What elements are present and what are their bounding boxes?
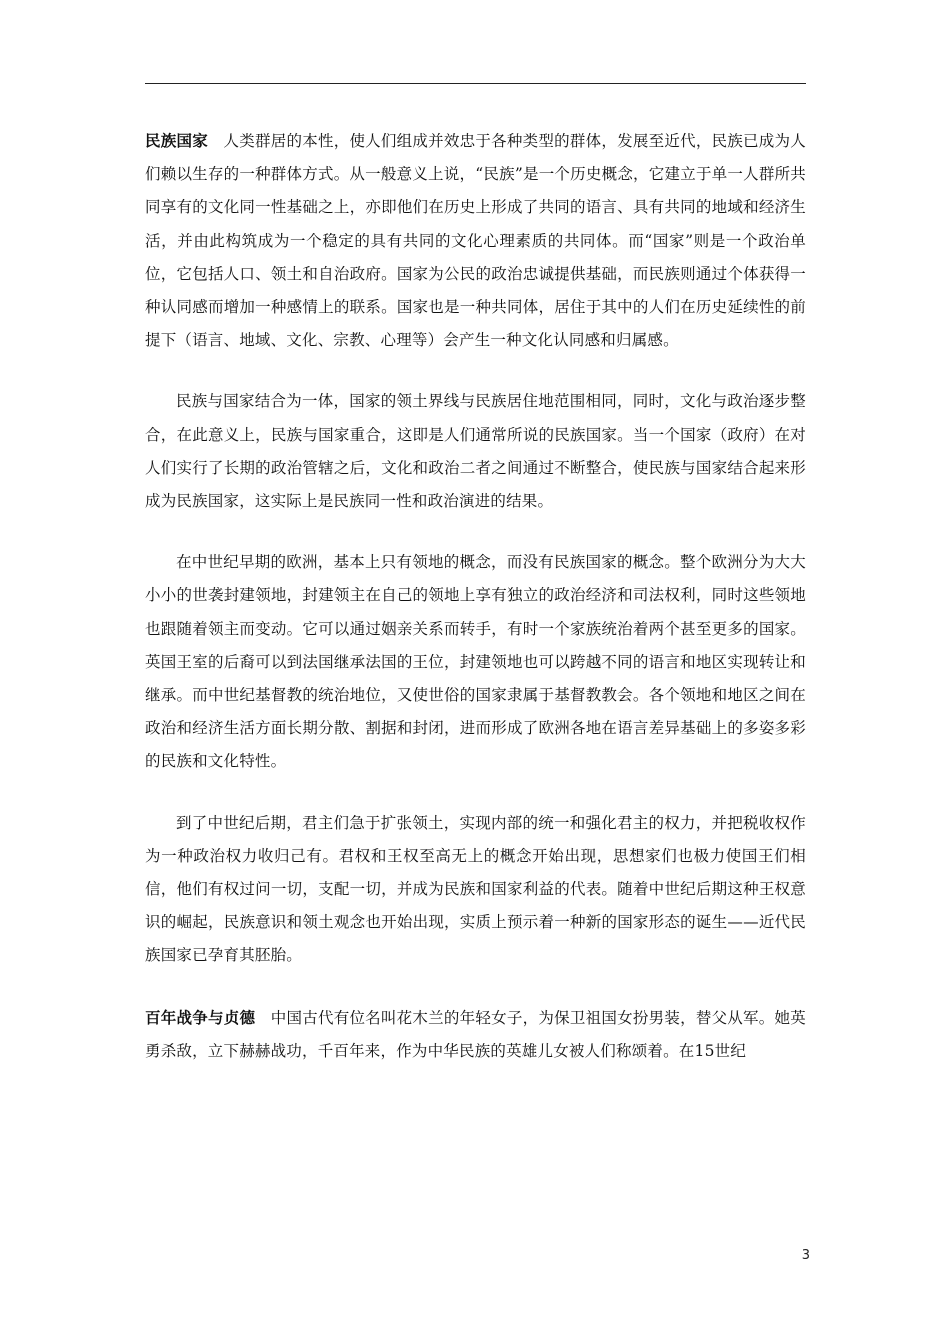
term-heading: 民族国家: [145, 131, 208, 150]
paragraph-text: 中国古代有位名叫花木兰的年轻女子，为保卫祖国女扮男装，替父从军。她英勇杀敌，立下赫赫战功，千百年来，作为中华民族的英雄儿女被人们称颂着。在15世纪: [145, 1008, 806, 1060]
paragraph-text: 人类群居的本性，使人们组成并效忠于各种类型的群体，发展至近代，民族已成为人们赖以生存的一种群体方式。从一般意义上说，“民族”是一个历史概念，它建立于单一人群所共同享有的文化同一性基础之上，亦即他们在历史上形成了共同的语言、具有共同的地域和经济生活，并由此构筑成为一个稳定的具有共同的文化心理素质的共同体。而“国家”则是一个政治单位，它包括人口、领土和自治政府。国家为公民的政治忠诚提供基础，而民族则通过个体获得一种认同感而增加一种感情上的联系。国家也是一种共同体，居住于其中的人们在历史延续性的前提下（语言、地域、文化、宗教、心理等）会产生一种文化认同感和归属感。: [145, 132, 806, 350]
page-number: 3: [801, 1248, 810, 1263]
paragraph-nation-state: [145, 124, 806, 357]
term-heading: 百年战争与贞德: [145, 1007, 256, 1027]
paragraph-late-medieval: 到了中世纪后期，君主们急于扩张领土，实现内部的统一和强化君主的权力，并把税收权作为一种政治权力收归己有。君权和王权至高无上的概念开始出现，思想家们也极力使国王们相信，他们有权过问一切，支配一切，并成为民族和国家利益的代表。随着中世纪后期这种王权意识的崛起，民族意识和领土观念也开始出现，实质上预示着一种新的国家形态的诞生——近代民族国家已孕育其胚胎。: [145, 813, 806, 965]
document-body: [145, 124, 806, 1096]
paragraph-early-medieval-europe: 在中世纪早期的欧洲，基本上只有领地的概念，而没有民族国家的概念。整个欧洲分为大大小小的世袭封建领地，封建领主在自己的领地上享有独立的政治经济和司法权利，同时这些领地也跟随着领主而变动。它可以通过姻亲关系而转手，有时一个家族统治着两个甚至更多的国家。英国王室的后裔可以到法国继承法国的王位，封建领地也可以跨越不同的语言和地区实现转让和继承。而中世纪基督教的统治地位，又使世俗的国家隶属于基督教教会。各个领地和地区之间在政治和经济生活方面长期分散、割据和封闭，进而形成了欧洲各地在语言差异基础上的多姿多彩的民族和文化特性。: [145, 553, 806, 771]
paragraph-nation-and-state: 民族与国家结合为一体，国家的领土界线与民族居住地范围相同，同时，文化与政治逐步整合，在此意义上，民族与国家重合，这即是人们通常所说的民族国家。当一个国家（政府）在对人们实行了长期的政治管辖之后，文化和政治二者之间通过不断整合，使民族与国家结合起来形成为民族国家，这实际上是民族同一性和政治演进的结果。: [145, 392, 806, 511]
paragraph-hundred-years-war: [145, 1001, 806, 1068]
header-rule: [145, 83, 806, 84]
